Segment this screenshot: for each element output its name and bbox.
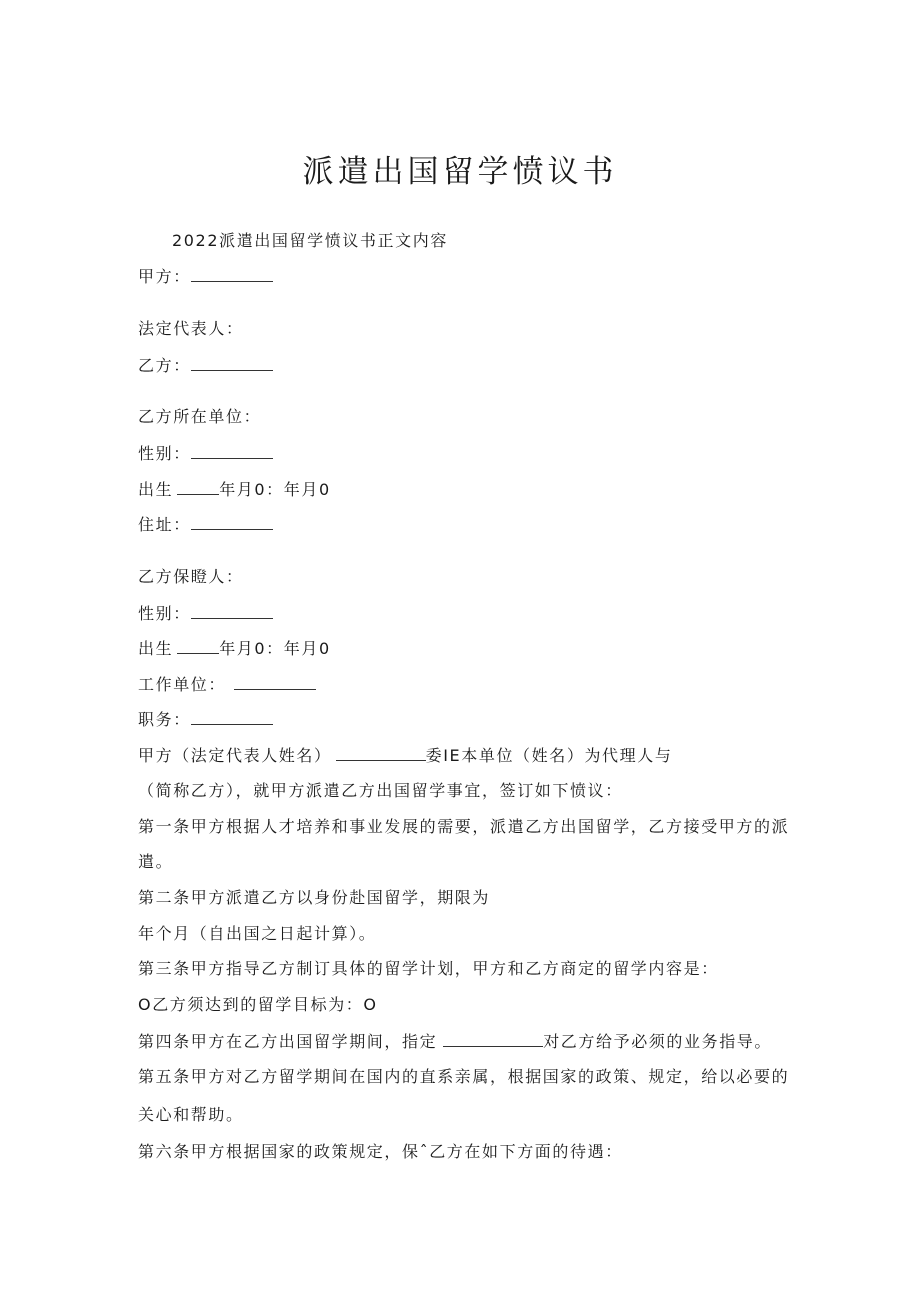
work-unit-blank — [234, 674, 316, 690]
article6-line1: 第六条甲方根据国家的政策规定，保ˆ乙方在如下方面的待遇： — [138, 1142, 623, 1161]
party-b-unit-line: 乙方所在单位： — [138, 407, 262, 426]
gender-line-2: 性别： — [138, 603, 273, 624]
birth-blank-2 — [177, 638, 219, 654]
gender-blank-2 — [191, 603, 273, 619]
legal-rep-line: 法定代表人： — [138, 319, 244, 338]
position-blank — [191, 709, 273, 725]
article3-line2: O乙方须达到的留学目标为：O — [138, 995, 378, 1014]
article1-line1: 第一条甲方根据人才培养和事业发展的需要，派遣乙方出国留学，乙方接受甲方的派 — [138, 817, 790, 836]
delegation-line-1: 甲方（法定代表人姓名） 委IE本单位（姓名）为代理人与 — [138, 746, 673, 765]
work-unit-line: 工作单位： — [138, 674, 316, 695]
article3-line1: 第三条甲方指导乙方制订具体的留学计划，甲方和乙方商定的留学内容是： — [138, 959, 719, 978]
article4-line: 第四条甲方在乙方出国留学期间，指定 对乙方给予必须的业务指导。 — [138, 1032, 773, 1051]
address-line: 住址： — [138, 514, 273, 535]
document-subtitle: 2022派遣出国留学愤议书正文内容 — [172, 231, 448, 250]
gender-blank-1 — [191, 443, 273, 459]
article2-line2: 年个月（自出国之日起计算）。 — [138, 924, 377, 943]
birth-line-2: 出生 年月0：年月0 — [138, 639, 331, 658]
position-line: 职务： — [138, 709, 273, 730]
delegation-line-2: （简称乙方），就甲方派遣乙方出国留学事宜，签订如下愤议： — [138, 781, 623, 800]
party-b-blank — [191, 355, 273, 371]
article1-line2: 遣。 — [138, 852, 174, 871]
gender-line-1: 性别： — [138, 443, 273, 464]
address-blank — [191, 514, 273, 530]
party-a-blank — [191, 266, 273, 282]
article5-line1: 第五条甲方对乙方留学期间在国内的直系亲属，根据国家的政策、规定，给以必要的 — [138, 1067, 790, 1086]
article4-blank — [443, 1031, 543, 1047]
document-title: 派遣出国留学愤议书 — [302, 154, 618, 190]
party-b-line: 乙方： — [138, 355, 273, 376]
delegation-blank — [336, 745, 426, 761]
guarantor-line: 乙方保瞪人： — [138, 567, 244, 586]
article5-line2: 关心和帮助。 — [138, 1105, 244, 1124]
birth-line-1: 出生 年月0：年月0 — [138, 480, 331, 499]
party-a-line: 甲方： — [138, 266, 273, 287]
article2-line1: 第二条甲方派遣乙方以身份赴国留学，期限为 — [138, 888, 491, 907]
birth-blank-1 — [177, 479, 219, 495]
